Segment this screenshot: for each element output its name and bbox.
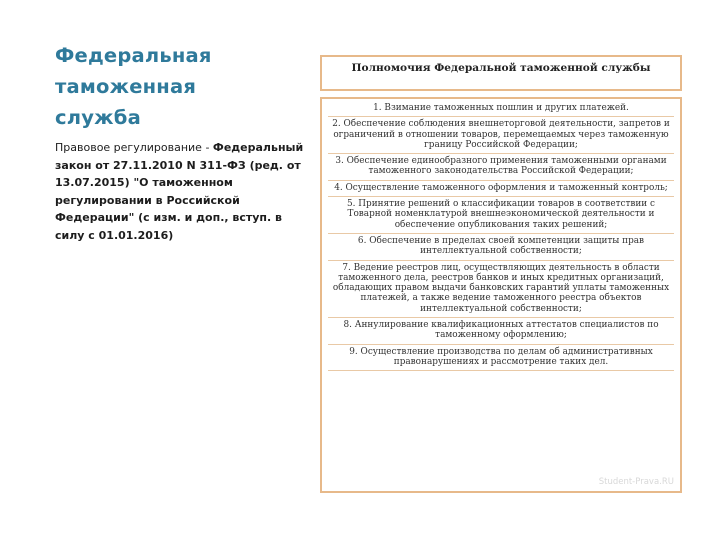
list-item: 4. Осуществление таможенного оформления и таможенный контроль; (328, 181, 674, 197)
slide-title-line-3: служба (55, 106, 141, 129)
list-item: 6. Обеспечение в пределах своей компетенции защиты прав интеллектуальной собственности; (328, 234, 674, 261)
list-item: 9. Осуществление производства по делам об административных правонарушениях и рассмотрение таких дел. (328, 345, 674, 372)
slide-title (55, 40, 305, 133)
legal-basis-law: Федеральный закон от 27.11.2010 N 311-ФЗ (ред. от 13.07.2015) "О таможенном регулировании в Российской Федерации" (с изм. и доп., вступ. в силу с 01.01.2016) (55, 141, 304, 242)
list-item: 8. Аннулирование квалификационных аттестатов специалистов по таможенному оформлению; (328, 318, 674, 345)
document-header: Полномочия Федеральной таможенной службы (320, 55, 682, 91)
list-item: 1. Взимание таможенных пошлин и других платежей. (328, 101, 674, 117)
list-item: 2. Обеспечение соблюдения внешнеторговой деятельности, запретов и ограничений в отношении товаров, перемещаемых через таможенную границу Российской Федерации; (328, 117, 674, 154)
list-item: 3. Обеспечение единообразного применения таможенными органами таможенного законодательства Российской Федерации; (328, 154, 674, 181)
list-item: 7. Ведение реестров лиц, осуществляющих деятельность в области таможенного дела, реестров банков и иных кредитных организаций, обладающих правом выдачи банковских гарантий уплаты таможенных платежей, а также ведение таможенного реестра объектов интеллектуальной собственности; (328, 261, 674, 318)
powers-document-image (320, 55, 682, 493)
document-powers-list (320, 97, 682, 493)
legal-basis-text (55, 139, 305, 245)
legal-basis-intro: Правовое регулирование - (55, 141, 210, 154)
slide-title-line-2: таможенная (55, 75, 197, 98)
list-item: 5. Принятие решений о классификации товаров в соответствии с Товарной номенклатурой внешнеэкономической деятельности и обеспечение опубликования таких решений; (328, 197, 674, 234)
left-column (55, 40, 305, 245)
watermark: Student-Prava.RU (598, 477, 674, 487)
slide-title-line-1: Федеральная (55, 44, 212, 67)
